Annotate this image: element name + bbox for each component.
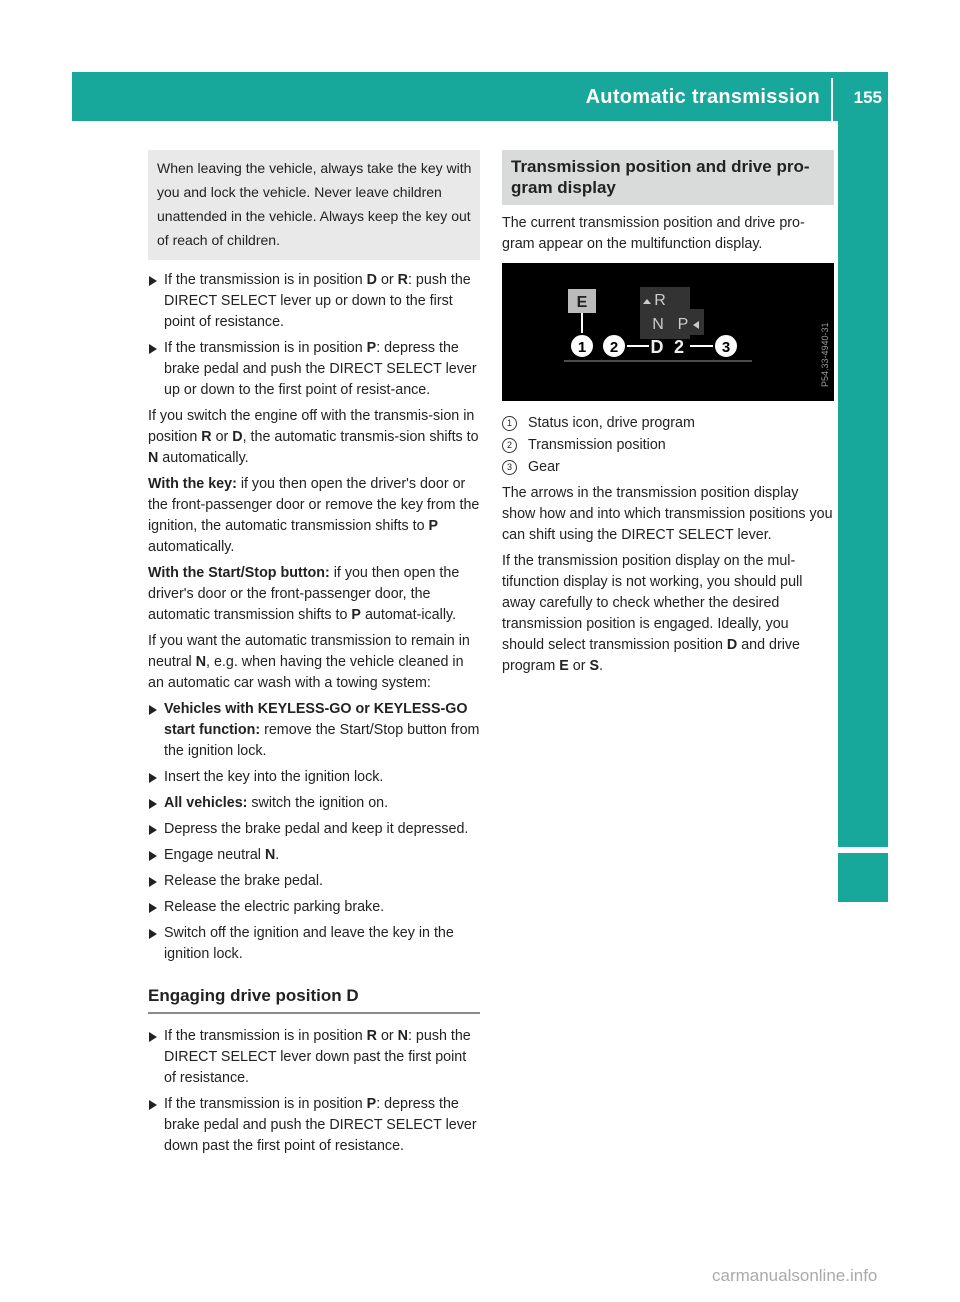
position-p: P [677,316,689,333]
step-item: If the transmission is in position R or N: push the DIRECT SELECT lever down past the first point of resistance. [148,1026,480,1089]
header-bar [72,72,888,121]
svg-text:1: 1 [577,339,587,356]
step-item: All vehicles: switch the ignition on. [148,793,480,814]
display-figure [502,263,834,401]
paragraph: If you want the automatic transmission to remain in neutral N, e.g. when having the vehicle cleaned in an automatic car wash with a towing system: [148,633,470,691]
step-item: If the transmission is in position D or R: push the DIRECT SELECT lever up or down to the first point of resistance. [148,270,480,333]
paragraph: If you switch the engine off with the transmis-sion in position R or D, the automatic transmis-sion shifts to N automatically. [148,408,479,466]
svg-text:3: 3 [721,339,731,356]
paragraph: If the transmission position display on the mul-tifunction display is not working, you should pull away carefully to check whether the desired transmission position is engaged. Ideally, you should select transmission position D and drive program E or S. [502,553,803,674]
step-item: Vehicles with KEYLESS-GO or KEYLESS-GO start function: remove the Start/Stop button from the ignition lock. [148,699,480,762]
gear-value: 2 [673,337,685,357]
side-tab [838,121,922,847]
position-n: N [652,316,664,333]
step-item: Engage neutral N. [148,845,480,866]
legend-item: 2 Transmission position [502,435,834,456]
drive-program-label: E [576,294,588,311]
paragraph: With the Start/Stop button: if you then open the driver's door or the front-passenger door, the automatic transmission shifts to P automat-ically. [148,565,460,623]
step-item: Release the brake pedal. [148,871,480,892]
figure-code: P54.33-4940-31 [820,322,830,387]
section-heading: Transmission position and drive pro-gram display [502,150,834,205]
paragraph: The current transmission position and drive pro-gram appear on the multifunction display. [502,215,805,252]
step-item: Release the electric parking brake. [148,897,480,918]
transmission-display-illustration [502,263,834,401]
legend-item: 1 Status icon, drive program [502,413,834,434]
step-item: If the transmission is in position P: depress the brake pedal and push the DIRECT SELECT lever down past the first point of resistance. [148,1094,480,1157]
page-number: 155 [853,88,882,107]
warning-box: When leaving the vehicle, always take the key with you and lock the vehicle. Never leave children unattended in the vehicle. Always keep the key out of reach of children. [148,150,480,260]
svg-text:2: 2 [609,339,619,356]
position-d: D [650,337,664,357]
header-separator [831,78,833,121]
side-tab-label: Driving and parking [900,163,922,357]
step-item: If the transmission is in position P: depress the brake pedal and push the DIRECT SELECT lever up or down to the first point of resist-ance. [148,338,480,401]
step-item: Insert the key into the ignition lock. [148,767,480,788]
position-r: R [654,292,666,309]
paragraph: With the key: if you then open the driver's door or the front-passenger door or remove the key from the ignition, the automatic transmission shifts to P automatically. [148,476,480,555]
watermark: carmanualsonline.info [712,1266,878,1285]
section-heading: Engaging drive position D [148,985,480,1014]
left-column [148,150,480,1162]
step-item: Switch off the ignition and leave the key in the ignition lock. [148,923,480,965]
paragraph: The arrows in the transmission position display show how and into which transmission positions you can shift using the DIRECT SELECT lever. [502,485,833,543]
legend-item: 3 Gear [502,457,834,478]
step-item: Depress the brake pedal and keep it depressed. [148,819,480,840]
header-title: Automatic transmission [585,86,820,108]
side-tab-marker [838,853,888,902]
right-column [502,150,834,682]
